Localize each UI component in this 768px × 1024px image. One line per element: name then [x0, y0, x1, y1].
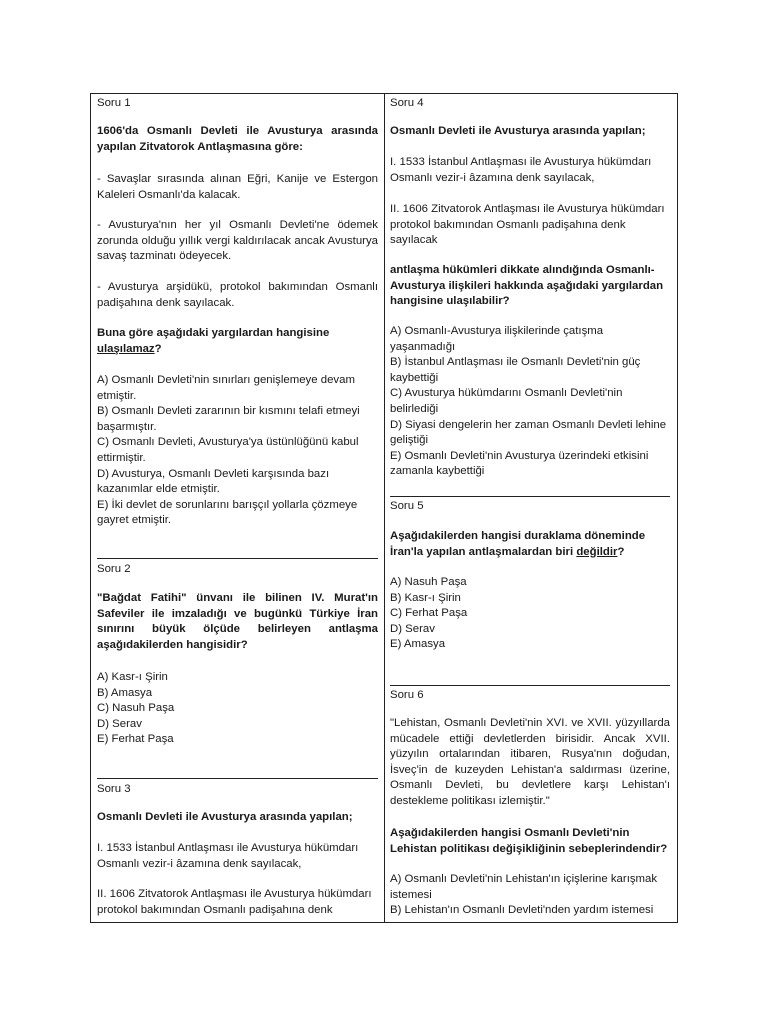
q5-stem	[390, 529, 670, 560]
q1-options	[97, 373, 378, 529]
q4-option-a[interactable]: A) Osmanlı-Avusturya ilişkilerinde çatışma yaşanmadığı	[390, 325, 604, 353]
q5-option-e[interactable]: E) Amasya	[390, 638, 446, 651]
q5-option-b[interactable]: B) Kasr-ı Şirin	[390, 591, 461, 604]
q1-option-d[interactable]: D) Avusturya, Osmanlı Devleti karşısında bazı kazanımlar elde etmiştir.	[97, 467, 330, 496]
q2-option-a[interactable]: A) Kasr-ı Şirin	[97, 671, 168, 683]
q2-option-c[interactable]: C) Nasuh Paşa	[97, 702, 175, 715]
q1-option-e[interactable]: E) İki devlet de sorunlarını barışçıl yollarla çözmeye gayret etmiştir.	[97, 498, 358, 527]
q5-divider	[390, 496, 670, 497]
q2-option-e[interactable]: E) Ferhat Paşa	[97, 733, 174, 746]
q4-stem: Osmanlı Devleti ile Avusturya arasında yapılan;	[390, 125, 646, 137]
q4-option-d[interactable]: D) Siyasi dengelerin her zaman Osmanlı Devleti lehine geliştiği	[390, 418, 667, 447]
q3-label: Soru 3	[97, 783, 131, 795]
q3-divider	[97, 778, 378, 779]
q5-options	[390, 575, 670, 653]
q5-stem-text: Aşağıdakilerden hangisi duraklama döneminde İran'la yapılan antlaşmalardan biri	[390, 530, 646, 558]
q2-options	[97, 670, 378, 748]
q3-item-1: I. 1533 İstanbul Antlaşması ile Avusturya hükümdarı Osmanlı vezir-i âzamına denk sayılacak,	[97, 842, 359, 870]
q5-option-a[interactable]: A) Nasuh Paşa	[390, 576, 467, 588]
q2-label: Soru 2	[97, 563, 131, 575]
q1-option-b[interactable]: B) Osmanlı Devleti zararının bir kısmını telafi etmeyi başarmıştır.	[97, 405, 360, 433]
q2-stem: "Bağdat Fatihi" ünvanı ile bilinen IV. Murat'ın Safeviler ile imzaladığı ve bugünkü Türkiye İran sınırını büyük ölçüde belirleyen antlaşma aşağıdakilerden hangisidir?	[97, 592, 378, 651]
q4-item-1: I. 1533 İstanbul Antlaşması ile Avusturya hükümdarı Osmanlı vezir-i âzamına denk sayılacak,	[390, 156, 652, 184]
q5-stem-mark: ?	[617, 545, 625, 558]
q1-question-text: Buna göre aşağıdaki yargılardan hangisine	[97, 327, 330, 339]
q6-divider	[390, 685, 670, 686]
q1-item-3: - Avusturya arşidükü, protokol bakımından Osmanlı padişahına denk sayılacak.	[97, 281, 378, 309]
q2-divider	[97, 558, 378, 559]
q1-question-mark: ?	[154, 342, 162, 355]
q4-option-e[interactable]: E) Osmanlı Devleti'nin Avusturya üzerindeki etkisini zamanla kaybettiği	[390, 449, 649, 478]
q6-option-b[interactable]: B) Lehistan'ın Osmanlı Devleti'nden yardım istemesi	[390, 904, 654, 917]
question-table	[90, 93, 678, 923]
q4-options	[390, 324, 670, 480]
right-column	[385, 94, 677, 922]
q1-question-negation: ulaşılamaz	[97, 342, 155, 355]
q6-quote: "Lehistan, Osmanlı Devleti'nin XVI. ve XVII. yüzyıllarda mücadele ettiği devletlerden birisidir. Ancak XVII. yüzyılın ortalarından itibaren, Rusya'nın doğudan, İsveç'in de kuzeyden Lehistan'a saldırması üzerine, Osmanlı Devleti, bu devletlere karşı Lehistan'ı destekleme politikası izlemiştir."	[390, 717, 670, 807]
left-column	[91, 94, 385, 922]
q5-option-d[interactable]: D) Serav	[390, 622, 435, 635]
q5-stem-negation: değildir	[576, 545, 618, 558]
q3-stem: Osmanlı Devleti ile Avusturya arasında yapılan;	[97, 811, 353, 823]
q1-option-c[interactable]: C) Osmanlı Devleti, Avusturya'ya üstünlüğünü kabul ettirmiştir.	[97, 436, 359, 464]
q4-item-2: II. 1606 Zitvatorok Antlaşması ile Avusturya hükümdarı protokol bakımından Osmanlı padişahına denk sayılacak	[390, 203, 665, 246]
q4-question: antlaşma hükümleri dikkate alındığında Osmanlı-Avusturya ilişkileri hakkında aşağıdaki yargılardan hangisine ulaşılabilir?	[390, 264, 664, 307]
q6-question: Aşağıdakilerden hangisi Osmanlı Devleti'nin Lehistan politikası değişikliğinin sebeplerindendir?	[390, 827, 668, 855]
q1-stem: 1606'da Osmanlı Devleti ile Avusturya arasında yapılan Zitvatorok Antlaşmasına göre:	[97, 125, 378, 153]
q1-label: Soru 1	[97, 97, 131, 109]
q6-option-a[interactable]: A) Osmanlı Devleti'nin Lehistan'ın içişlerine karışmak istemesi	[390, 873, 658, 901]
q1-item-1: - Savaşlar sırasında alınan Eğri, Kanije ve Estergon Kaleleri Osmanlı'da kalacak.	[97, 173, 378, 201]
q1-option-a[interactable]: A) Osmanlı Devleti'nin sınırları genişlemeye devam etmiştir.	[97, 374, 355, 402]
q1-question	[97, 326, 378, 357]
q5-option-c[interactable]: C) Ferhat Paşa	[390, 607, 468, 620]
q2-option-b[interactable]: B) Amasya	[97, 686, 153, 699]
q2-option-d[interactable]: D) Serav	[97, 717, 142, 730]
q1-item-2: - Avusturya'nın her yıl Osmanlı Devleti'ne ödemek zorunda olduğu yıllık vergi kaldırılacak ancak Avusturya savaş tazminatı ödeyecek.	[97, 219, 378, 262]
q4-option-b[interactable]: B) İstanbul Antlaşması ile Osmanlı Devleti'nin güç kaybettiği	[390, 356, 641, 384]
q6-options	[390, 872, 670, 919]
q6-label: Soru 6	[390, 689, 424, 701]
q4-label: Soru 4	[390, 97, 424, 109]
q4-option-c[interactable]: C) Avusturya hükümdarını Osmanlı Devleti'nin belirlediği	[390, 387, 623, 415]
q5-label: Soru 5	[390, 500, 424, 512]
q3-item-2: II. 1606 Zitvatorok Antlaşması ile Avusturya hükümdarı protokol bakımından Osmanlı padişahına denk	[97, 888, 372, 916]
